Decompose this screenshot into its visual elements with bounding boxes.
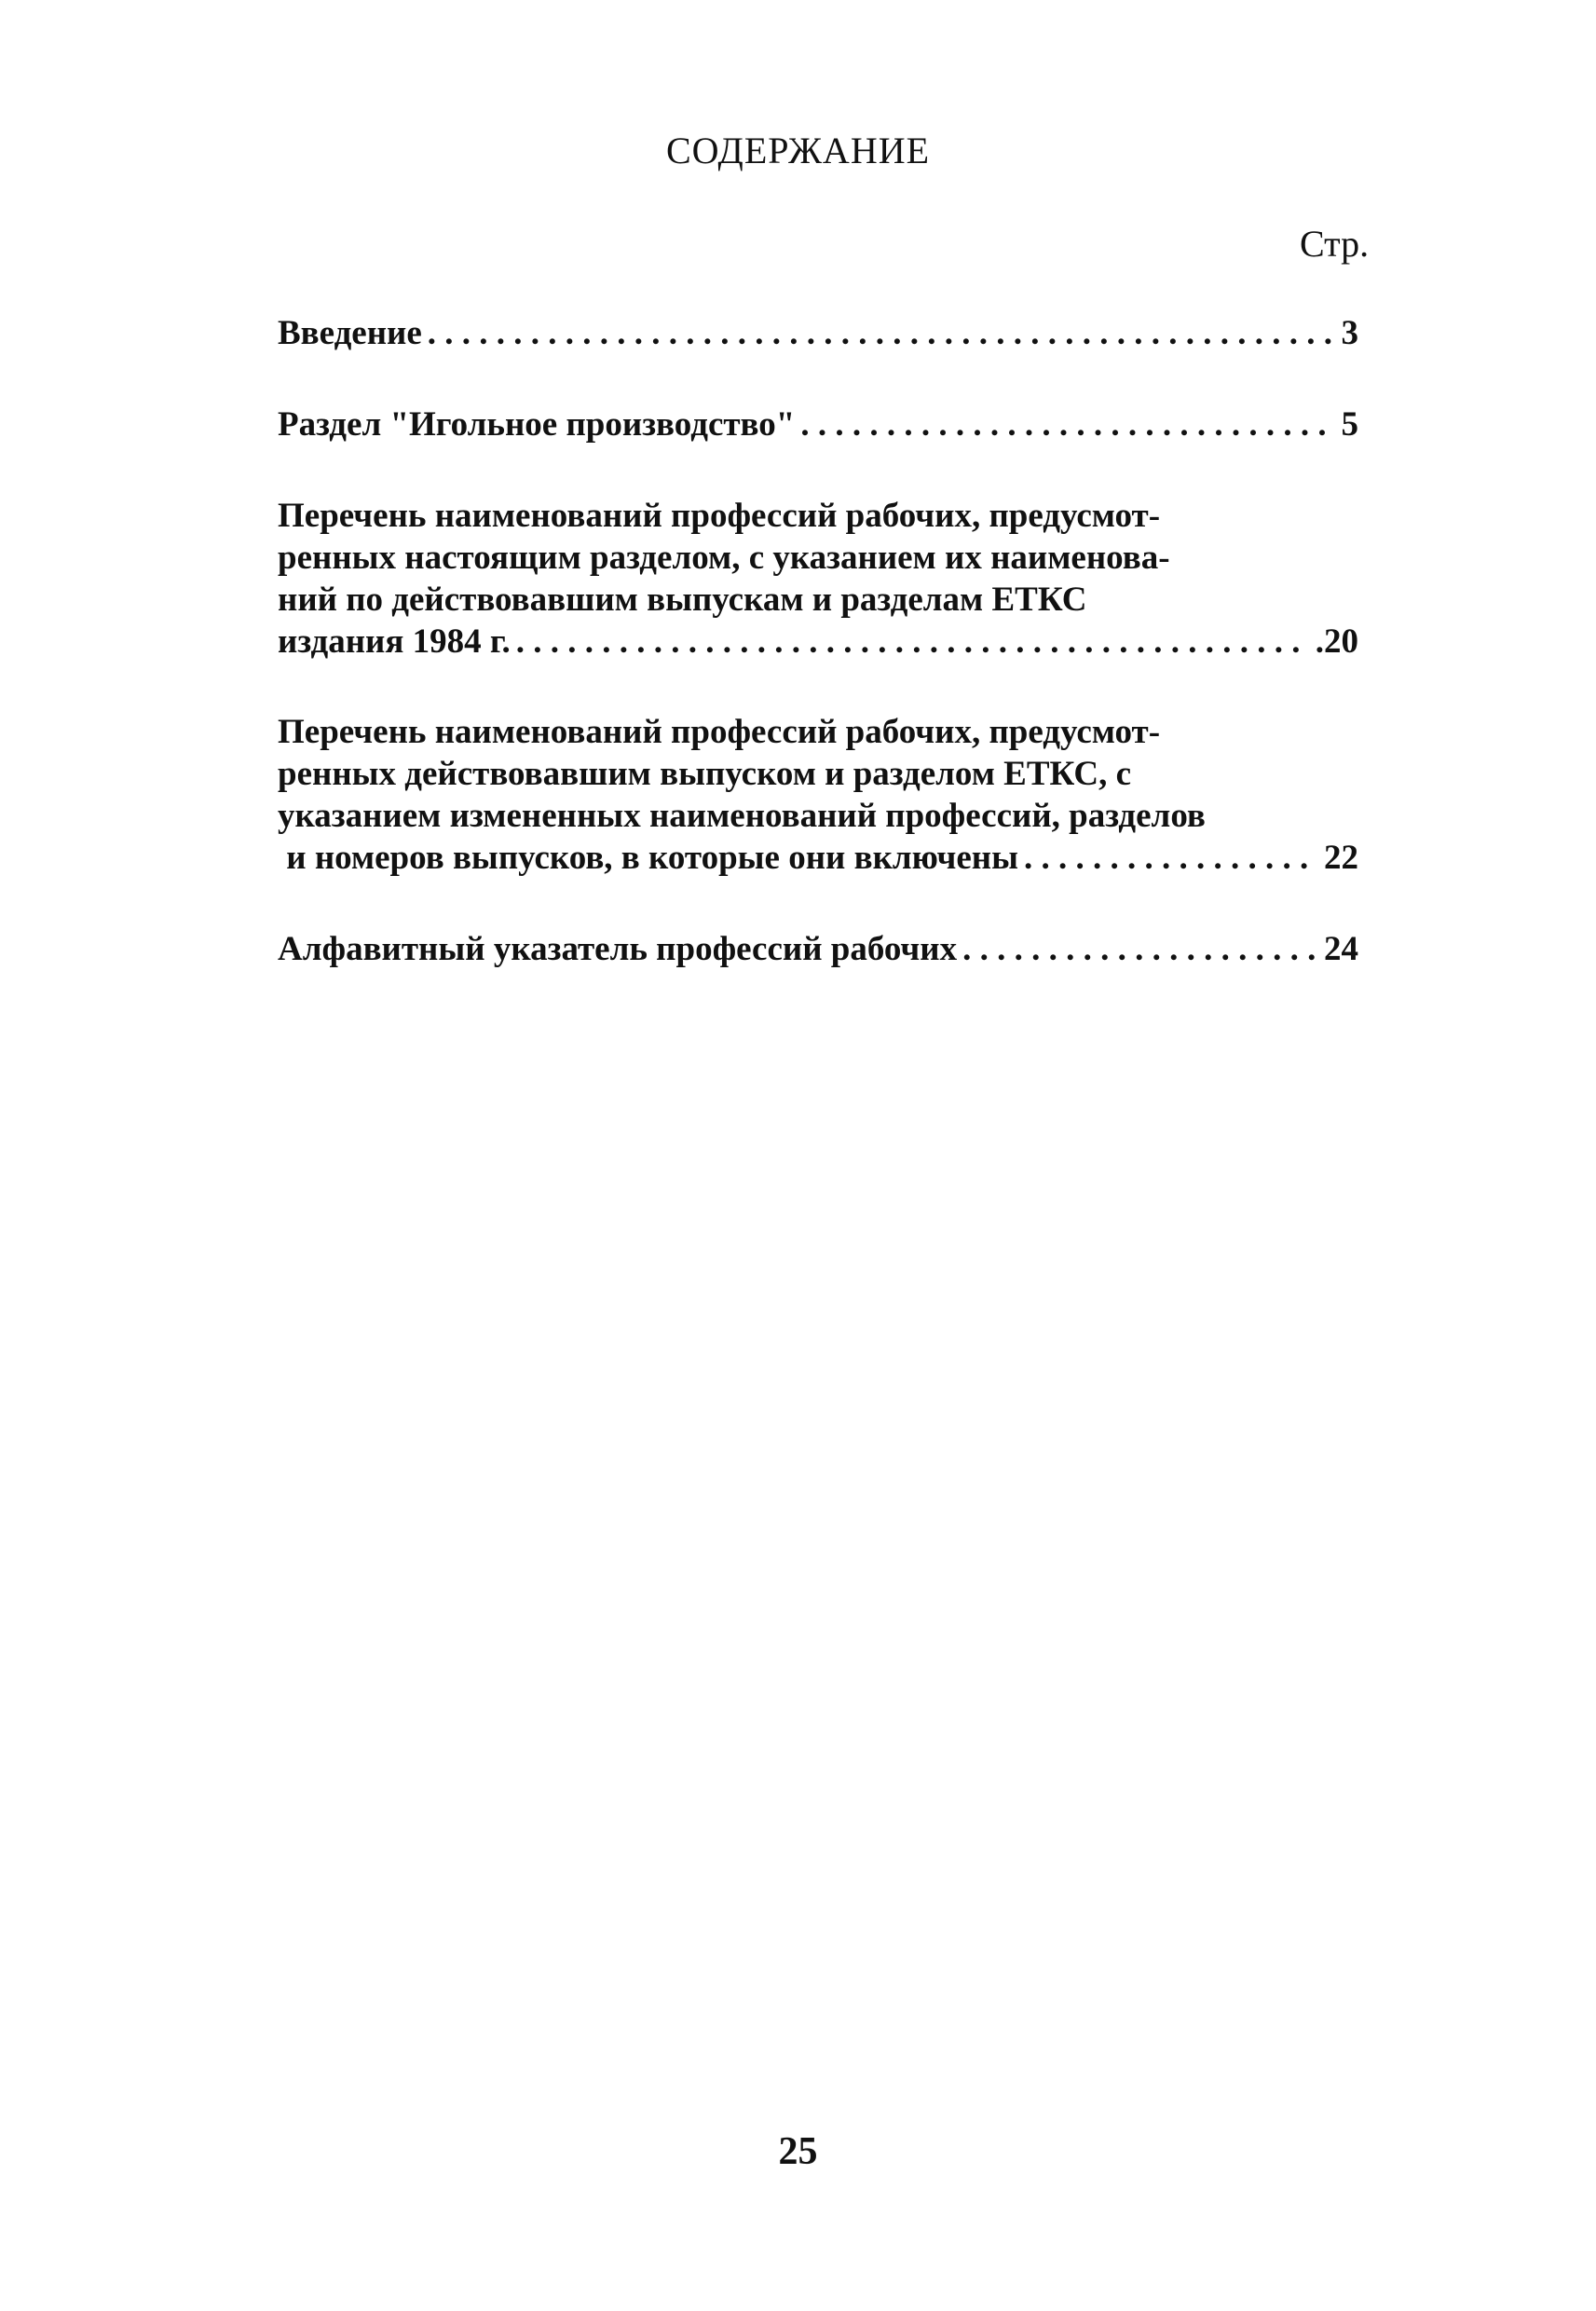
toc-entry-text-line: Перечень наименований профессий рабочих, предусмот-	[278, 497, 1161, 535]
toc-entry-page: 3	[1341, 314, 1358, 352]
dot-leader	[1024, 837, 1318, 879]
toc-entry-introduction[interactable]	[278, 312, 1358, 354]
dot-leader	[962, 928, 1318, 970]
toc-entry-text-line: ний по действовавшим выпускам и разделам ЕТКС	[278, 581, 1087, 619]
toc-entry-alphabetical-index[interactable]	[278, 928, 1358, 970]
page-column-label: Стр.	[1300, 223, 1370, 265]
dot-leader	[516, 621, 1310, 663]
toc-entry-text: Раздел "Игольное производство"	[278, 405, 796, 444]
dot-leader	[800, 403, 1335, 445]
toc-entry-text-line: ренных действовавшим выпуском и разделом ЕТКС, с	[278, 755, 1132, 793]
toc-entry-text-line: Перечень наименований профессий рабочих, предусмот-	[278, 713, 1161, 751]
toc-entry-changed-professions[interactable]	[278, 711, 1358, 879]
toc-entry-text-line: указанием измененных наименований профессий, разделов	[278, 797, 1206, 835]
toc-entry-page: 24	[1324, 930, 1358, 968]
table-of-contents	[278, 312, 1358, 970]
toc-entry-text: Введение	[278, 314, 422, 352]
toc-entry-text-line: издания 1984 г.	[278, 622, 511, 661]
dot-leader	[428, 312, 1336, 354]
page-title: СОДЕРЖАНИЕ	[665, 130, 931, 171]
toc-entry-professions-list[interactable]	[278, 495, 1358, 663]
toc-entry-page: 22	[1324, 839, 1358, 877]
toc-entry-text-line: и номеров выпусков, в которые они включены	[278, 839, 1019, 877]
toc-entry-page: .20	[1315, 622, 1358, 661]
toc-entry-text-line: ренных настоящим разделом, с указанием их наименова-	[278, 539, 1170, 577]
toc-entry-section[interactable]	[278, 403, 1358, 445]
footer-page-number: 25	[778, 2130, 818, 2173]
toc-entry-text: Алфавитный указатель профессий рабочих	[278, 930, 958, 968]
toc-entry-page: 5	[1341, 405, 1358, 444]
